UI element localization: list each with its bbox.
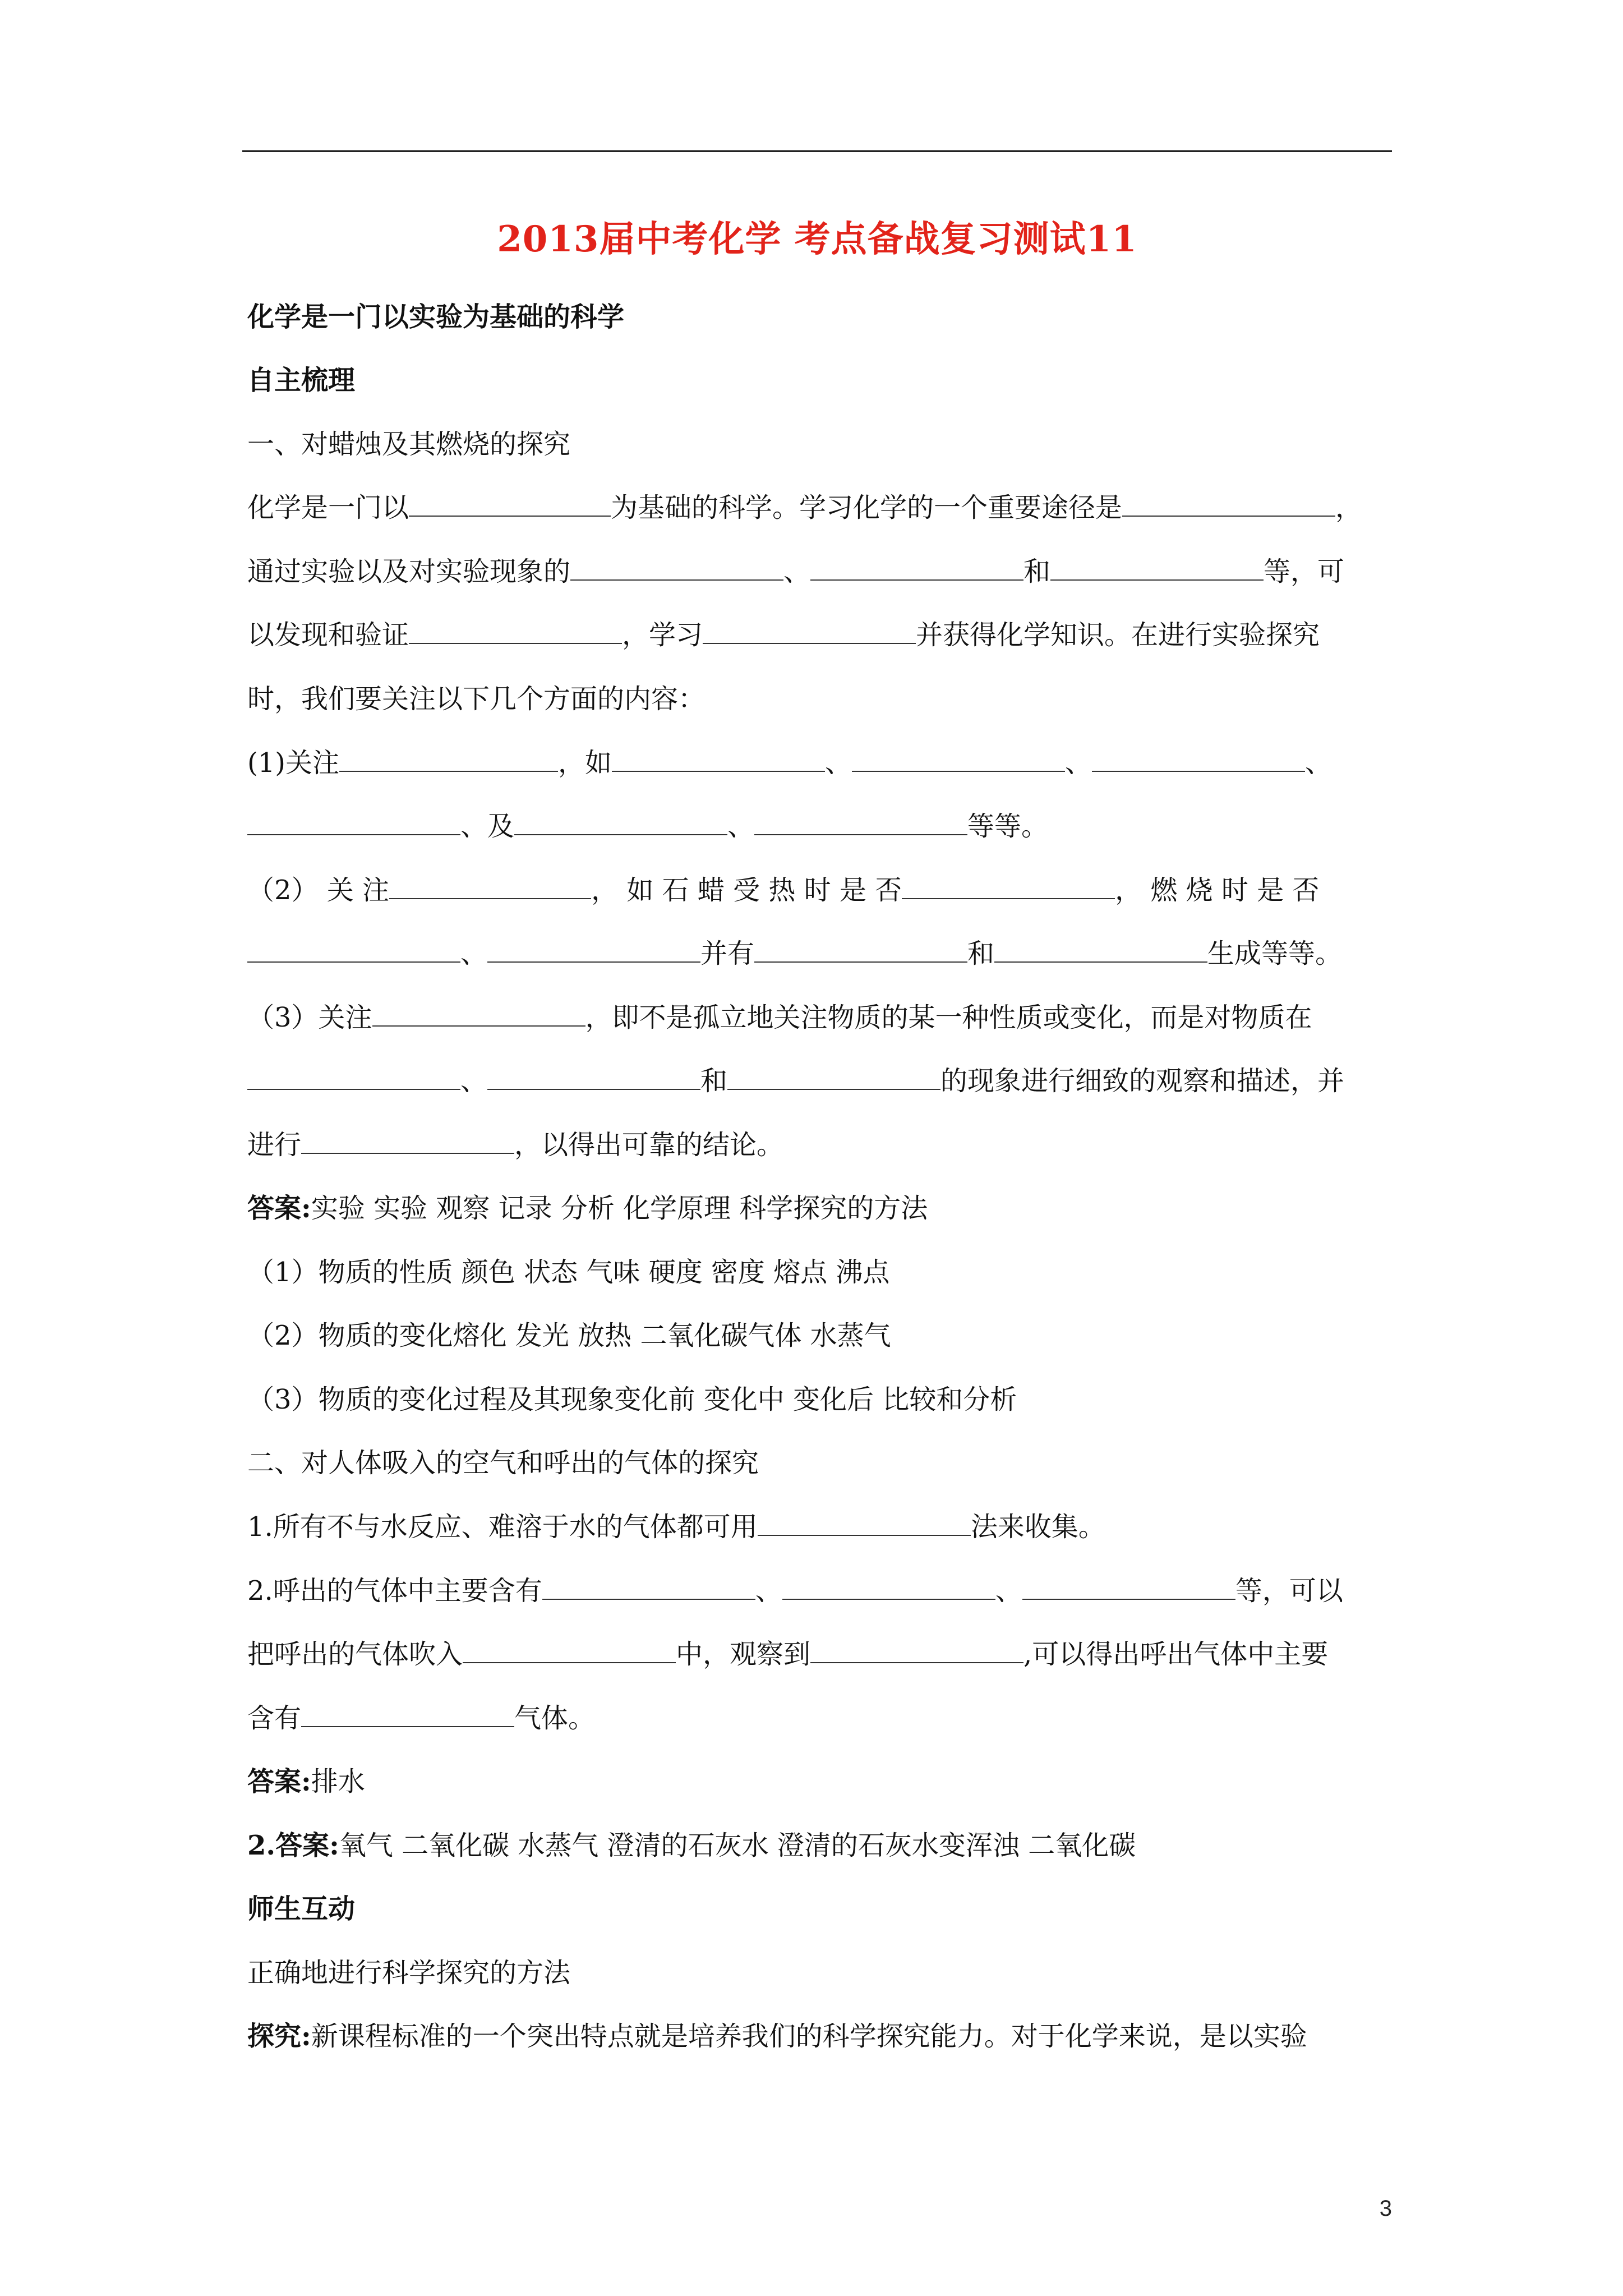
paragraph-line — [247, 618, 1320, 652]
question-line — [247, 1701, 595, 1735]
text: ， 如 石 蜡 受 热 时 是 否 — [591, 875, 902, 906]
text: 通过实验以及对实验现象的 — [247, 556, 571, 587]
paragraph-line — [247, 491, 1362, 524]
fill-blank — [372, 1001, 585, 1027]
answer-text: 氧气 二氧化碳 水蒸气 澄清的石灰水 澄清的石灰水变浑浊 二氧化碳 — [339, 1830, 1136, 1861]
fill-blank — [1050, 555, 1264, 581]
text: ， — [1335, 492, 1363, 523]
text: 以发现和验证 — [247, 619, 409, 651]
text: 并获得化学知识。在进行实验探究 — [916, 619, 1320, 651]
text: 把呼出的气体吹入 — [247, 1639, 463, 1670]
fill-blank — [1092, 746, 1305, 772]
fill-blank — [247, 1064, 460, 1090]
text: ，如 — [558, 747, 612, 779]
text: 为基础的科学。学习化学的一个重要途径是 — [611, 492, 1123, 523]
fill-blank — [758, 1510, 971, 1536]
text: ，即不是孤立地关注物质的某一种性质或变化，而是对物质在 — [585, 1002, 1312, 1033]
answer-label: 2.答案: — [247, 1830, 339, 1861]
answer-line: （2）物质的变化熔化 发光 放热 二氧化碳气体 水蒸气 — [247, 1320, 891, 1351]
fill-blank — [570, 555, 783, 581]
paragraph-line: 时，我们要关注以下几个方面的内容： — [247, 683, 706, 715]
fill-blank — [463, 1637, 676, 1663]
explore-label: 探究: — [247, 2021, 311, 2052]
text: 并有 — [700, 938, 755, 969]
fill-blank — [1022, 1574, 1235, 1600]
question-line — [247, 1510, 1105, 1544]
fill-blank — [514, 809, 727, 835]
fill-blank — [301, 1701, 514, 1727]
explore-line — [247, 2019, 1307, 2053]
answer-text: 排水 — [311, 1766, 365, 1797]
fill-blank — [409, 618, 622, 644]
page-number: 3 — [1379, 2196, 1392, 2221]
section2-heading: 二、对人体吸入的空气和呼出的气体的探究 — [247, 1447, 759, 1479]
text: 、 — [1065, 747, 1092, 779]
answer-text: 实验 实验 观察 记录 分析 化学原理 科学探究的方法 — [311, 1193, 928, 1224]
text: 、 — [995, 1575, 1022, 1607]
question-line — [247, 746, 1332, 780]
subtitle: 化学是一门以实验为基础的科学 — [247, 301, 625, 333]
fill-blank — [810, 1637, 1023, 1663]
question-line — [247, 873, 1319, 907]
text: ,可以得出呼出气体中主要 — [1023, 1639, 1329, 1670]
answer-line — [247, 1829, 1136, 1862]
fill-blank — [542, 1574, 755, 1600]
text: 1.所有不与水反应、难溶于水的气体都可用 — [247, 1511, 758, 1543]
answer-line — [247, 1765, 365, 1798]
text: 气体。 — [514, 1703, 596, 1734]
text: 和 — [967, 938, 995, 969]
text: 等，可以 — [1235, 1575, 1343, 1607]
text: 中，观察到 — [676, 1639, 811, 1670]
text: 、 — [755, 1575, 782, 1607]
text: ，学习 — [622, 619, 703, 651]
text: 法来收集。 — [970, 1511, 1105, 1543]
text: 、 — [825, 747, 852, 779]
text: 进行 — [247, 1129, 302, 1161]
fill-blank — [301, 1128, 514, 1154]
text: 等，可 — [1264, 556, 1345, 587]
fill-blank — [409, 491, 611, 517]
fill-blank — [852, 746, 1065, 772]
answer-label: 答案: — [247, 1193, 311, 1224]
fill-blank — [487, 937, 700, 963]
question-line — [247, 1637, 1328, 1671]
page-title: 2013届中考化学 考点备战复习测试11 — [497, 218, 1137, 260]
fill-blank — [810, 555, 1023, 581]
section-interaction: 师生互动 — [247, 1893, 356, 1925]
answer-label: 答案: — [247, 1766, 311, 1797]
paragraph-line — [247, 555, 1344, 588]
question-line — [247, 1064, 1344, 1098]
text: (1)关注 — [247, 747, 339, 779]
text: 含有 — [247, 1703, 302, 1734]
text: ， 燃 烧 时 是 否 — [1115, 875, 1320, 906]
text: 等等。 — [967, 811, 1049, 842]
text: 、 — [727, 811, 755, 842]
fill-blank — [1122, 491, 1335, 517]
fill-blank — [727, 1064, 940, 1090]
fill-blank — [247, 809, 460, 835]
text: （2） 关 注 — [247, 875, 390, 906]
section1-heading: 一、对蜡烛及其燃烧的探究 — [247, 429, 571, 460]
question-line — [247, 1001, 1312, 1034]
fill-blank — [994, 937, 1207, 963]
fill-blank — [247, 937, 460, 963]
answer-line: （3）物质的变化过程及其现象变化前 变化中 变化后 比较和分析 — [247, 1384, 1017, 1415]
fill-blank — [754, 809, 967, 835]
text: 、 — [460, 938, 488, 969]
fill-blank — [612, 746, 825, 772]
fill-blank — [782, 1574, 995, 1600]
fill-blank — [339, 746, 558, 772]
question-line — [247, 1574, 1343, 1608]
text: 、 — [460, 1065, 488, 1097]
text: 的现象进行细致的观察和描述，并 — [940, 1065, 1345, 1097]
answer-line — [247, 1191, 928, 1225]
explore-text: 新课程标准的一个突出特点就是培养我们的科学探究能力。对于化学来说，是以实验 — [311, 2021, 1307, 2052]
fill-blank — [703, 618, 916, 644]
text: （3）关注 — [247, 1002, 372, 1033]
section-self-study: 自主梳理 — [247, 365, 356, 396]
question-line — [247, 809, 1048, 843]
fill-blank — [902, 873, 1115, 899]
fill-blank — [487, 1064, 700, 1090]
text: ，以得出可靠的结论。 — [514, 1129, 784, 1161]
method-heading: 正确地进行科学探究的方法 — [247, 1957, 571, 1989]
header-rule — [242, 150, 1392, 152]
text: 、 — [783, 556, 811, 587]
text: 和 — [1023, 556, 1051, 587]
fill-blank — [389, 873, 591, 899]
text: 2.呼出的气体中主要含有 — [247, 1575, 542, 1607]
text: 生成等等。 — [1207, 938, 1343, 969]
answer-line: （1）物质的性质 颜色 状态 气味 硬度 密度 熔点 沸点 — [247, 1257, 890, 1288]
text: 化学是一门以 — [247, 492, 409, 523]
text: 、及 — [460, 811, 515, 842]
fill-blank — [754, 937, 967, 963]
text: 、 — [1305, 747, 1332, 779]
text: 和 — [700, 1065, 728, 1097]
question-line — [247, 937, 1342, 970]
question-line — [247, 1128, 783, 1162]
